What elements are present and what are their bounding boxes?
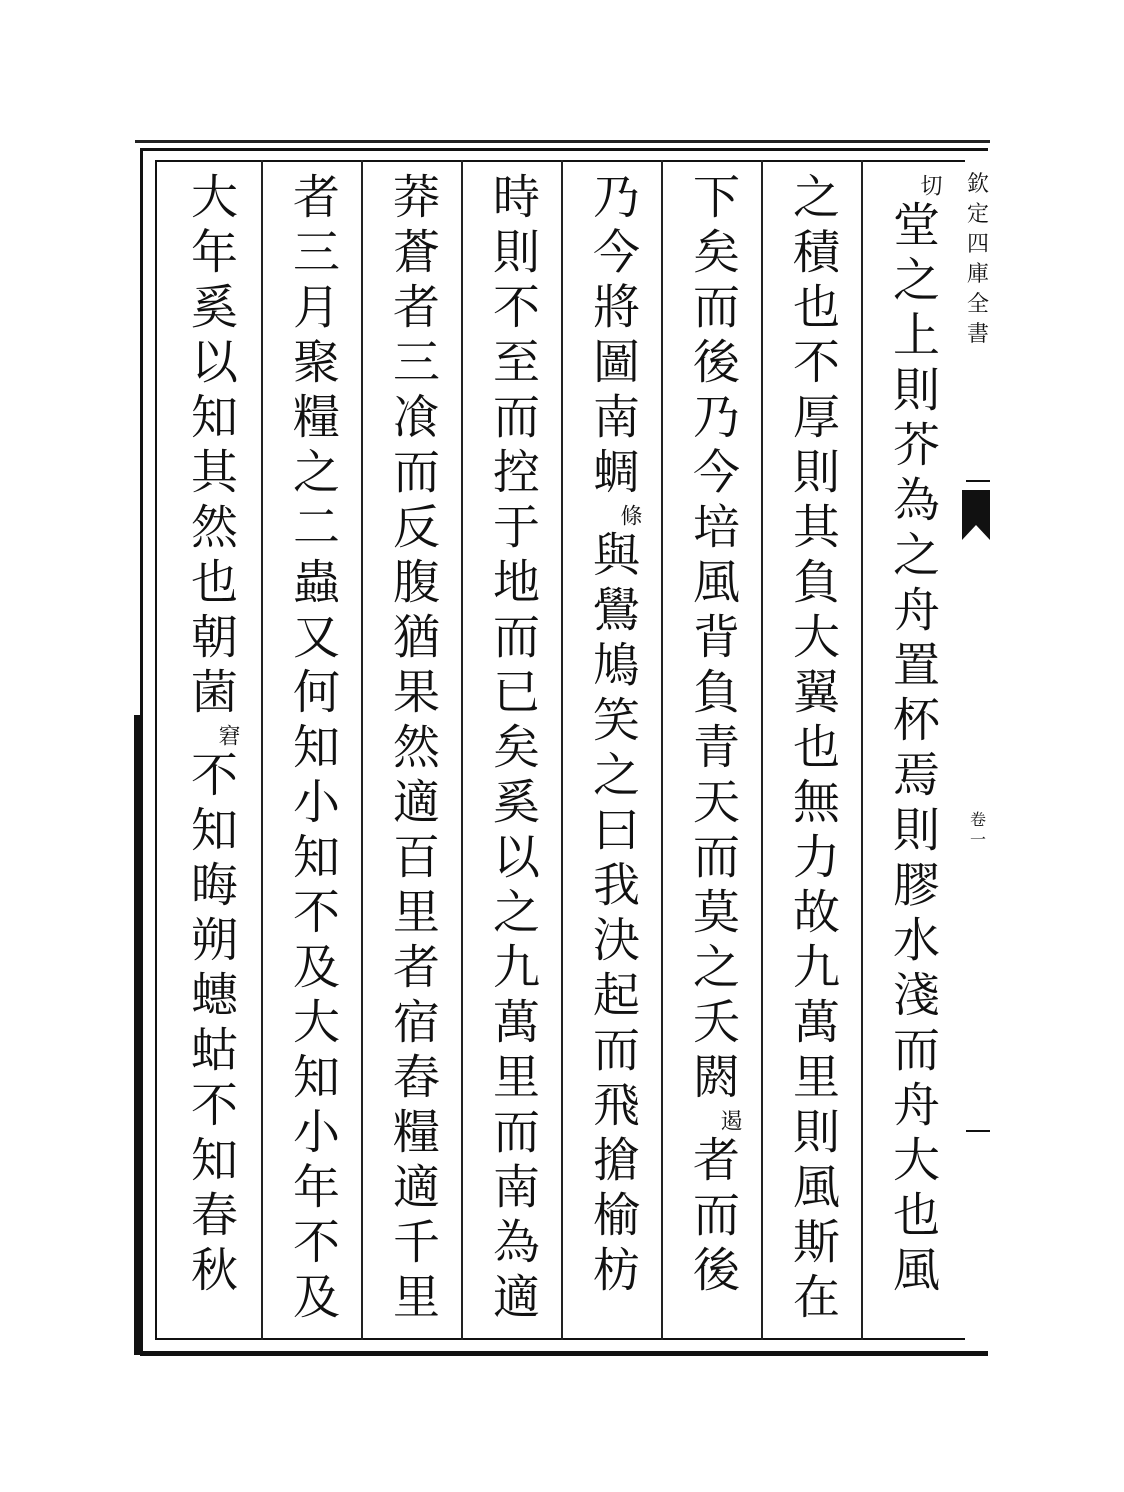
- annotation: 遏: [717, 1109, 742, 1131]
- text-segment: 之積也不厚則其負大翼也無力故九萬里則風斯在: [785, 172, 840, 1327]
- book-title: 欽定四庫全書: [966, 172, 989, 347]
- binding-edge: [134, 715, 140, 1355]
- text-column: [662, 162, 762, 1338]
- margin-rule: [966, 1130, 990, 1132]
- fish-tail-mark: [962, 490, 990, 540]
- text-segment: 大年奚以知其然也朝菌: [183, 172, 238, 722]
- text-column: [462, 162, 562, 1338]
- text-column: [160, 162, 260, 1338]
- page-margin: [966, 160, 990, 1340]
- text-segment: 乃今將圖南蜩: [585, 172, 640, 502]
- text-column: [362, 162, 462, 1338]
- text-column: [762, 162, 862, 1338]
- text-segment: 不知晦朔蟪蛄不知春秋: [183, 750, 238, 1300]
- annotation: 切: [917, 174, 942, 196]
- top-rule: [135, 140, 990, 143]
- text-segment: 與鷽鳩笑之曰我決起而飛搶榆枋: [585, 530, 640, 1300]
- text-segment: 者三月聚糧之二蟲又何知小知不及大知小年不及: [285, 172, 340, 1327]
- text-segment: 者而後: [685, 1135, 740, 1300]
- text-segment: 下矣而後乃今培風背負青天而莫之夭閼: [685, 172, 740, 1107]
- text-column: [562, 162, 662, 1338]
- text-segment: 時則不至而控于地而已矣奚以之九萬里而南為適: [485, 172, 540, 1327]
- text-segment: 堂之上則芥為之舟置杯焉則膠水淺而舟大也風: [885, 200, 940, 1300]
- text-column: [862, 162, 962, 1338]
- margin-rule: [966, 480, 990, 482]
- text-segment: 莽蒼者三飡而反腹猶果然適百里者宿舂糧適千里: [385, 172, 440, 1327]
- annotation: 條: [617, 504, 642, 526]
- volume-label: 卷一: [969, 810, 986, 849]
- text-column: [262, 162, 362, 1338]
- annotation: 窘: [215, 724, 240, 746]
